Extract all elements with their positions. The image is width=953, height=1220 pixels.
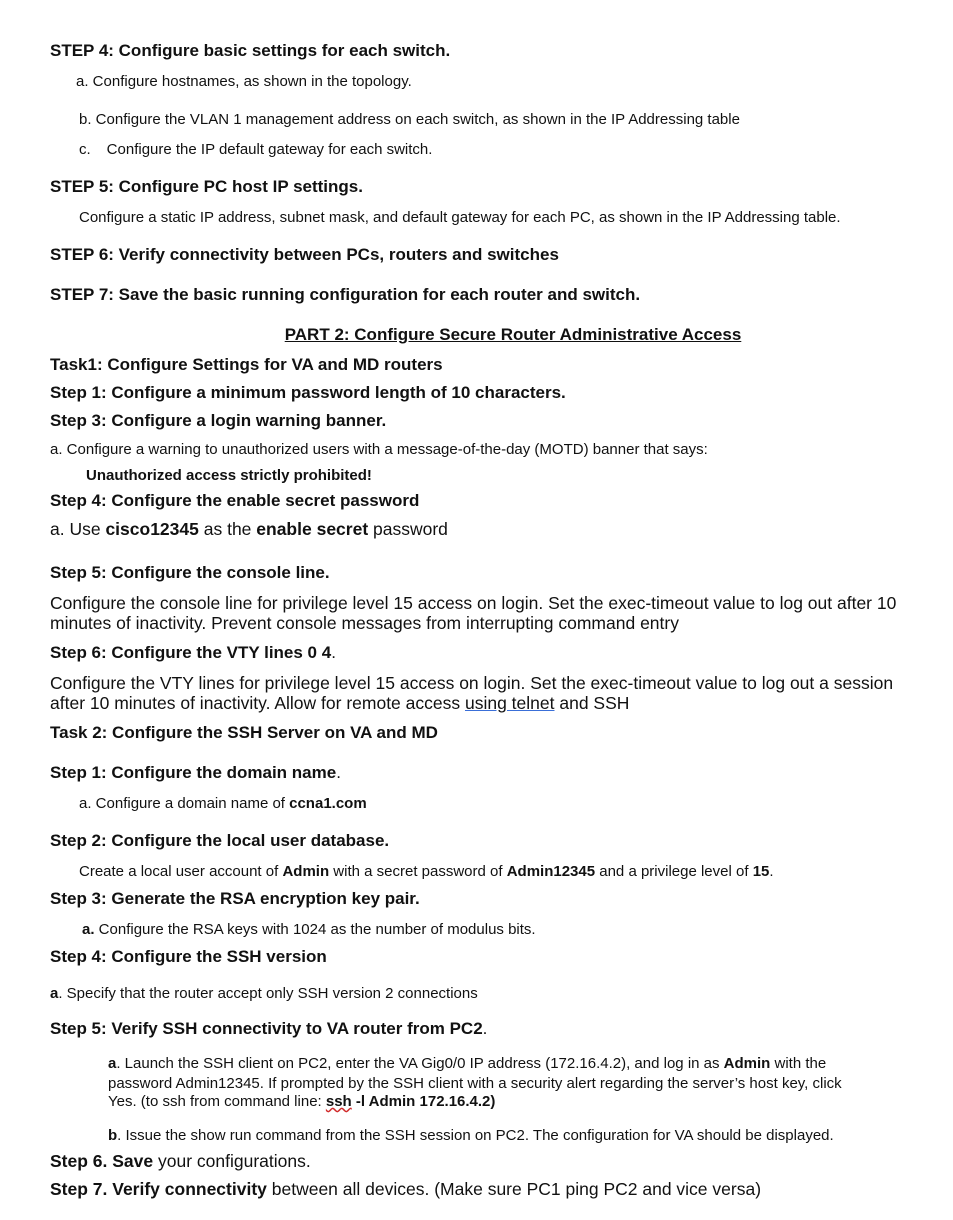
task2-step5-a-line2: password Admin12345. If prompted by the SSH client with a security alert regarding the server’s host key, click	[108, 1075, 842, 1092]
step6-line2-marked: using telnet	[464, 693, 555, 713]
t2s3-a-text: Configure the RSA keys with 1024 as the number of modulus bits.	[94, 921, 536, 938]
t2s7-bold: Step 7. Verify connectivity	[50, 1179, 267, 1199]
ssh-command-word: ssh	[325, 1093, 352, 1110]
step4-item-b: b. Configure the VLAN 1 management address on each switch, as shown in the IP Addressing table	[79, 111, 740, 128]
t2s1-a-pre: a. Configure a domain name of	[79, 795, 290, 812]
step6-para-line2	[50, 693, 629, 713]
task1-step4-heading: Step 4: Configure the enable secret password	[50, 491, 420, 510]
task2-step2-text	[79, 863, 774, 880]
step4-a-pre: a. Use	[50, 519, 106, 539]
task2-step4-heading: Step 4: Configure the SSH version	[50, 947, 327, 966]
task2-step6-save	[50, 1151, 311, 1171]
t2s2-mid2: and a privilege level of	[595, 863, 753, 880]
task1-step4-item-a	[50, 519, 448, 539]
task2-step1-heading	[50, 763, 341, 783]
task2-step3-heading: Step 3: Generate the RSA encryption key pair.	[50, 889, 420, 908]
t2s1-dot: .	[336, 763, 341, 782]
task1-step1-heading: Step 1: Configure a minimum password length of 10 characters.	[50, 383, 566, 402]
step5-para-line1: Configure the console line for privilege level 15 access on login. Set the exec-timeout value to log out after 10	[50, 593, 897, 613]
t2s2-end: .	[769, 863, 774, 880]
local-username: Admin	[282, 863, 330, 880]
t2s3-a-marker: a.	[82, 921, 95, 938]
step4-item-a: a. Configure hostnames, as shown in the topology.	[76, 73, 412, 90]
task2-step5-heading	[50, 1019, 487, 1039]
step4-heading: STEP 4: Configure basic settings for each switch.	[50, 41, 451, 60]
step6-heading-dot: .	[331, 643, 336, 662]
enable-password-value: cisco12345	[105, 519, 199, 539]
step4-item-c-marker: c.	[79, 141, 91, 158]
t2s6-rest: your configurations.	[153, 1151, 311, 1171]
task2-step4-item-a	[50, 985, 478, 1002]
t2s5-a-l1-user: Admin	[723, 1055, 771, 1072]
t2s5-dot: .	[482, 1019, 488, 1038]
ssh-command-args: -l Admin 172.16.4.2)	[351, 1093, 496, 1110]
t2s5-b-text: . Issue the show run command from the SSH session on PC2. The configuration for VA should be displayed.	[117, 1127, 834, 1144]
t2s5-a-l1-pre: . Launch the SSH client on PC2, enter the VA Gig0/0 IP address (172.16.4.2), and log in as	[116, 1055, 724, 1072]
t2s1-text: Step 1: Configure the domain name	[50, 763, 337, 782]
step6-line2-pre: after 10 minutes of inactivity. Allow for remote access	[50, 693, 465, 713]
part2-title: PART 2: Configure Secure Router Administrative Access	[284, 325, 742, 344]
t2s2-pre: Create a local user account of	[79, 863, 283, 880]
task1-heading: Task1: Configure Settings for VA and MD routers	[50, 355, 443, 374]
motd-banner-text: Unauthorized access strictly prohibited!	[86, 467, 372, 484]
task2-step3-item-a	[82, 921, 536, 938]
task1-step5-heading: Step 5: Configure the console line.	[50, 563, 330, 582]
step6-para-line1: Configure the VTY lines for privilege level 15 access on login. Set the exec-timeout value to log out a session	[50, 673, 894, 693]
t2s5-a-l3-pre: Yes. (to ssh from command line:	[108, 1093, 326, 1110]
task2-heading: Task 2: Configure the SSH Server on VA and MD	[50, 723, 438, 742]
task2-step5-item-b	[108, 1127, 834, 1144]
task1-step3-heading: Step 3: Configure a login warning banner.	[50, 411, 387, 430]
local-user-password: Admin12345	[506, 863, 596, 880]
privilege-level: 15	[752, 863, 770, 880]
task1-step3-item-a: a. Configure a warning to unauthorized users with a message-of-the-day (MOTD) banner that says:	[50, 441, 708, 458]
step4-a-post: password	[368, 519, 448, 539]
t2s7-rest: between all devices. (Make sure PC1 ping PC2 and vice versa)	[266, 1179, 762, 1199]
t2s5-text: Step 5: Verify SSH connectivity to VA router from PC2	[50, 1019, 483, 1038]
step5-text: Configure a static IP address, subnet mask, and default gateway for each PC, as shown in the IP Addressing table.	[79, 209, 841, 226]
t2s4-a-marker: a	[50, 985, 59, 1002]
t2s5-a-marker: a	[108, 1055, 117, 1072]
enable-secret-keyword: enable secret	[256, 519, 369, 539]
task2-step5-a-line1	[108, 1055, 826, 1072]
t2s6-bold: Step 6. Save	[50, 1151, 154, 1171]
task2-step2-heading: Step 2: Configure the local user database.	[50, 831, 390, 850]
t2s4-a-text: . Specify that the router accept only SSH version 2 connections	[58, 985, 478, 1002]
t2s2-mid: with a secret password of	[329, 863, 507, 880]
step5-para-line2: minutes of inactivity. Prevent console messages from interrupting command entry	[50, 613, 679, 633]
step6-heading: STEP 6: Verify connectivity between PCs, routers and switches	[50, 245, 559, 264]
step6-heading-text: Step 6: Configure the VTY lines 0 4	[50, 643, 332, 662]
domain-name-value: ccna1.com	[289, 795, 367, 812]
step4-a-mid: as the	[198, 519, 257, 539]
step7-heading: STEP 7: Save the basic running configuration for each router and switch.	[50, 285, 641, 304]
task2-step1-item-a	[79, 795, 367, 812]
step4-item-c	[79, 141, 432, 158]
step5-heading: STEP 5: Configure PC host IP settings.	[50, 177, 363, 196]
step4-item-c-text: Configure the IP default gateway for each switch.	[106, 141, 433, 158]
task2-step5-a-line3	[108, 1093, 495, 1110]
t2s5-a-l1-post: with the	[770, 1055, 827, 1072]
task2-step7-verify	[50, 1179, 761, 1199]
t2s5-b-marker: b	[108, 1127, 118, 1144]
step6-line2-post: and SSH	[554, 693, 630, 713]
task1-step6-heading	[50, 643, 336, 663]
